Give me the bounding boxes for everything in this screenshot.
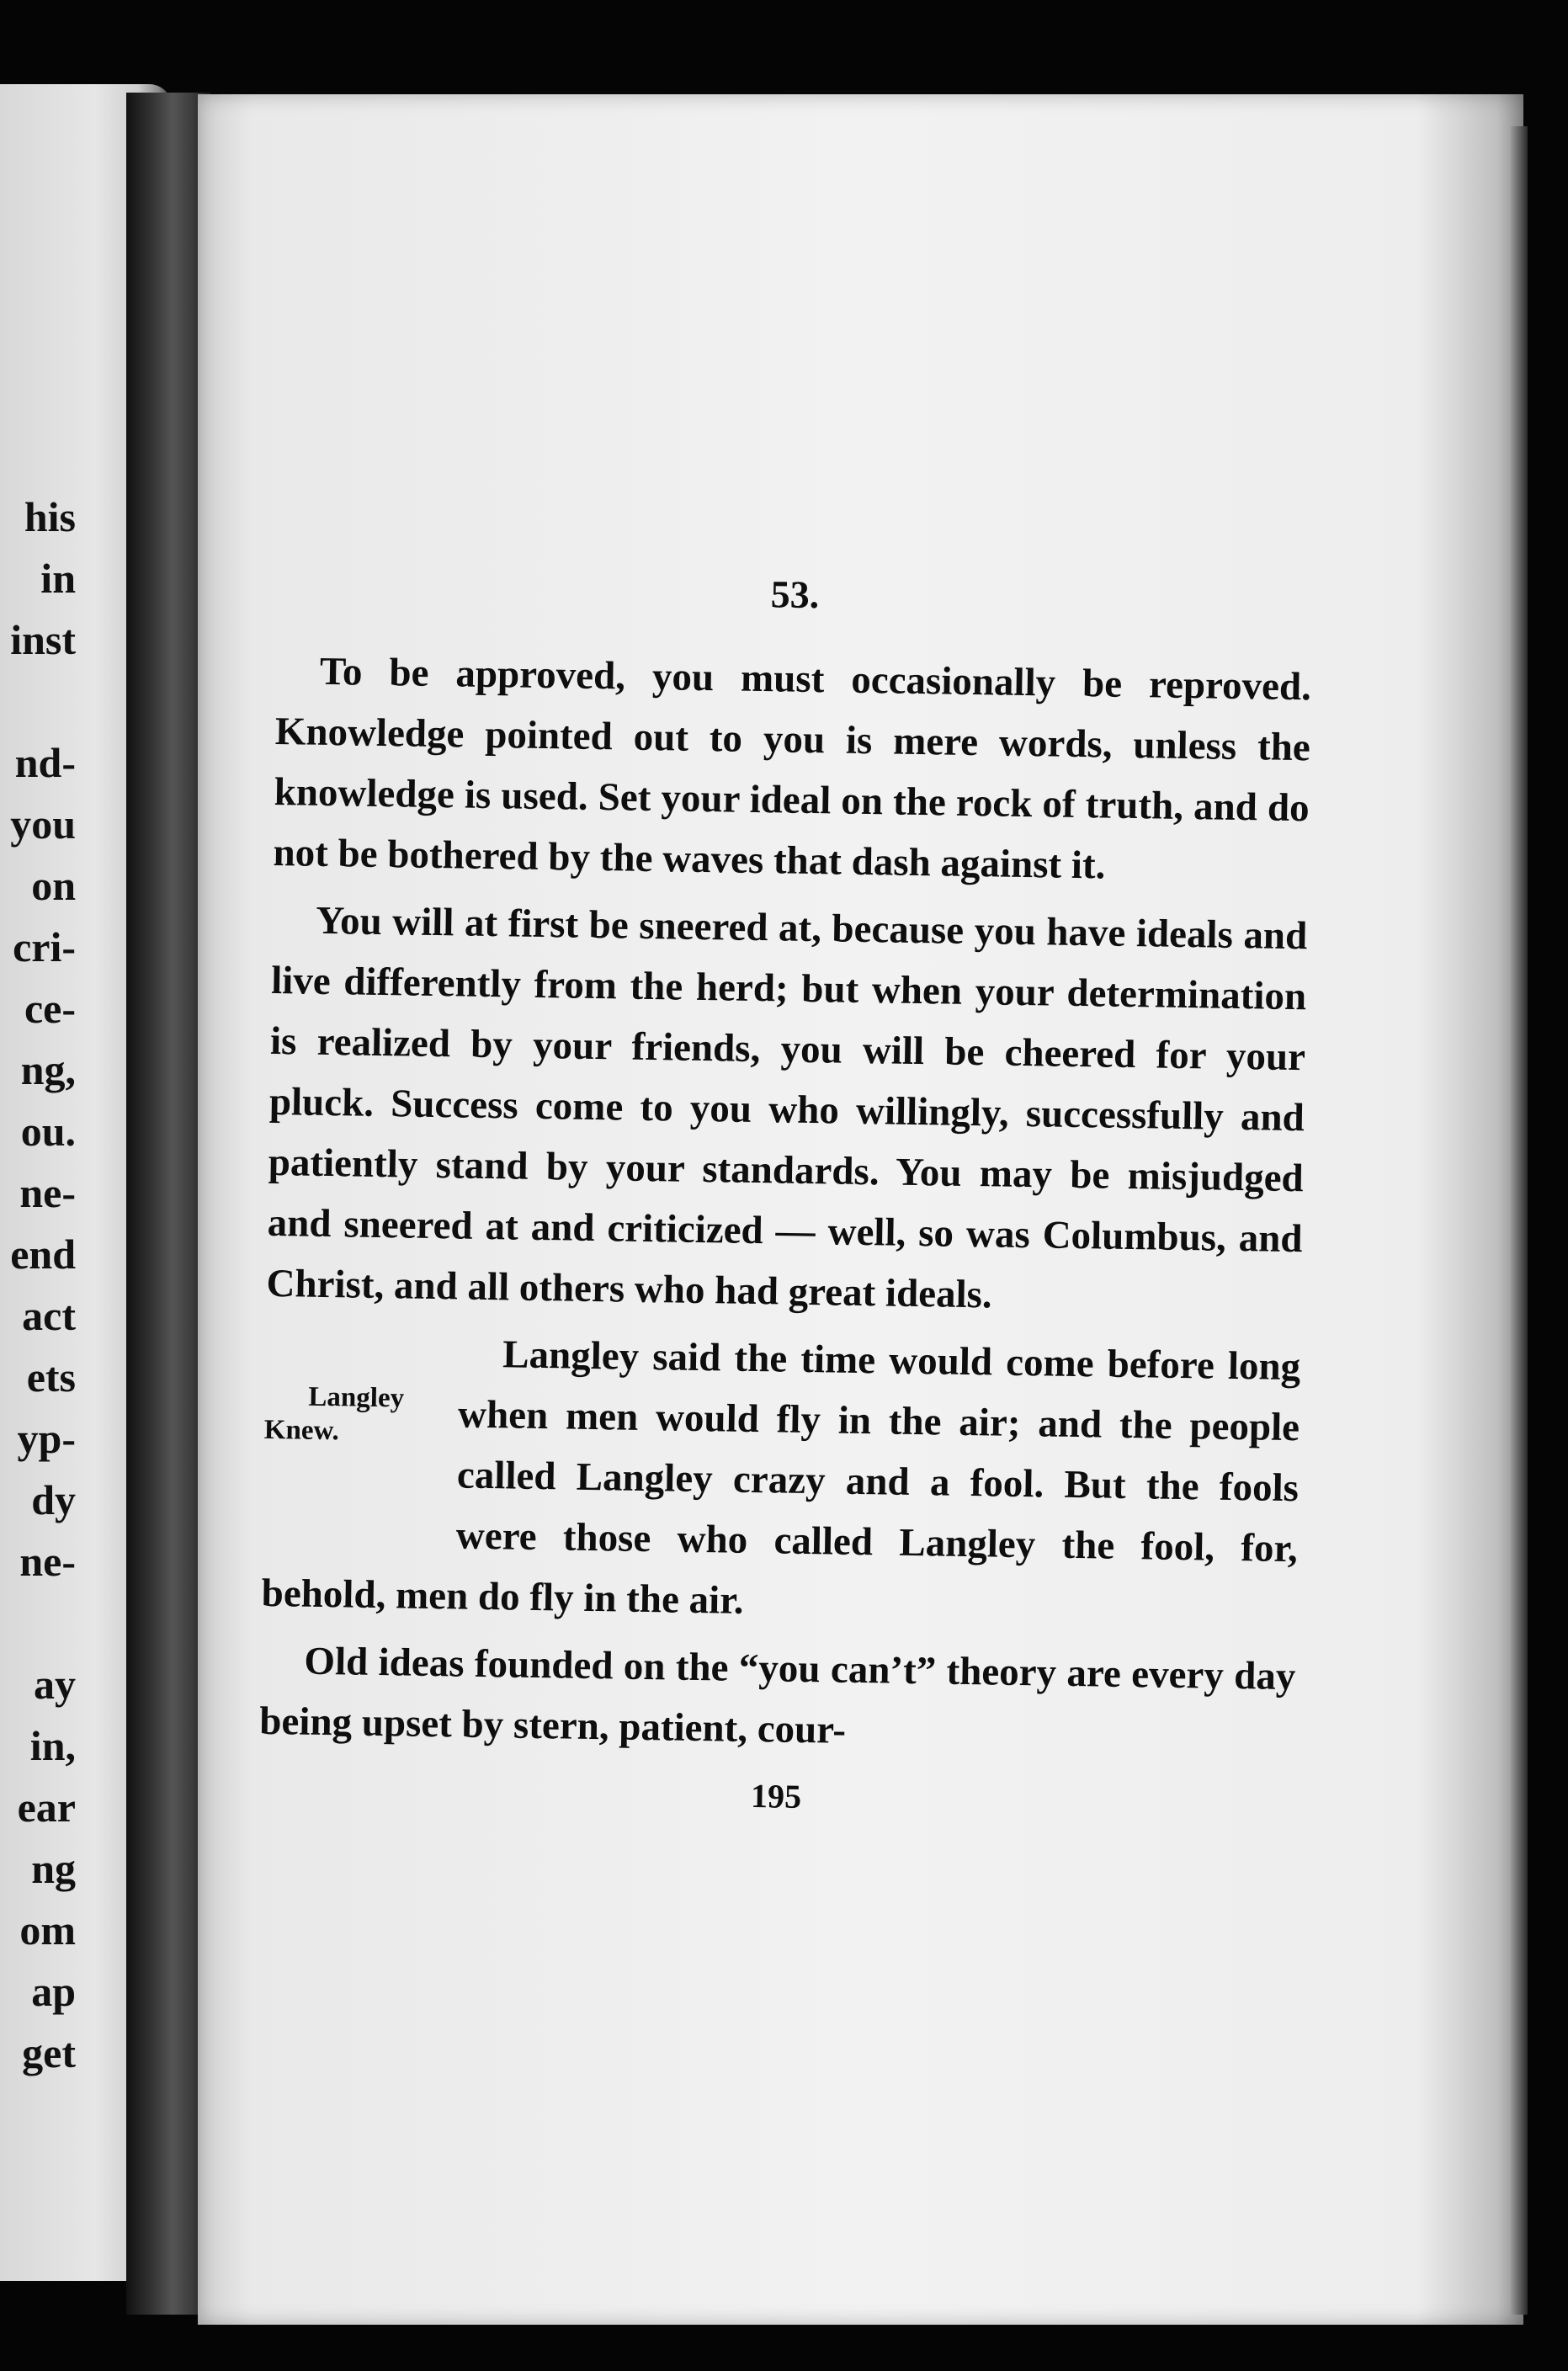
- fragment: in,: [29, 1722, 76, 1769]
- fragment: get: [22, 2029, 76, 2076]
- fragment: cri-: [13, 923, 76, 970]
- fragment: act: [22, 1292, 76, 1339]
- paragraph: You will at first be sneered at, because you have ideals and live differently from the herd; but when your determination is realized by your friends, you will be cheered for your pluck. Success come to you who willingly, successfully and patiently stand by your standards. You may be misjudged and sneered at and criticized — well, so was Columbus, and Christ, and all others who had great ideals.: [266, 898, 1308, 1317]
- fragment: ng,: [20, 1046, 76, 1093]
- fragment: ng: [31, 1845, 76, 1892]
- paragraph: Old ideas founded on the “you can’t” theory are every day being upset by stern, patient, cour-: [258, 1639, 1296, 1752]
- fragment: ap: [31, 1968, 76, 2015]
- fragment: his: [24, 493, 76, 540]
- fragment: inst: [10, 616, 76, 663]
- paragraph-text: Langley said the time would come before long when men would fly in the air; and the people called Langley crazy and a fool. But the fools were those who called Langley the fool, for, behold, men do fly in the air.: [261, 1332, 1301, 1623]
- fragment: on: [31, 862, 76, 909]
- fragment: ay: [34, 1661, 76, 1708]
- fragment: ce-: [24, 985, 76, 1032]
- left-page-text-fragments: [0, 486, 76, 2084]
- fragment: ets: [26, 1353, 76, 1401]
- fragment: om: [19, 1906, 76, 1954]
- page-number: 195: [750, 1777, 802, 1815]
- fragment: ne-: [19, 1169, 76, 1216]
- fragment: ou.: [20, 1108, 76, 1155]
- fragment: you: [10, 800, 76, 848]
- paragraph: To be approved, you must occasionally be reproved. Knowledge pointed out to you is mere words, unless the knowledge is used. Set your ideal on the rock of truth, and do not be bothered by the waves that dash against it.: [273, 649, 1312, 888]
- fragment: end: [10, 1231, 76, 1278]
- fragment: ne-: [19, 1538, 76, 1585]
- paragraph-langley: [261, 1321, 1301, 1640]
- fragment: [0, 671, 76, 732]
- page-content: [258, 564, 1313, 1824]
- fragment: nd-: [14, 739, 76, 786]
- fragment: [0, 1592, 76, 1654]
- fragment: dy: [31, 1476, 76, 1523]
- fragment: yp-: [17, 1415, 76, 1462]
- section-number: 53.: [770, 572, 820, 617]
- margin-sidenote: Langley Knew.: [263, 1381, 405, 1447]
- fragment: ear: [17, 1784, 76, 1831]
- fragment: in: [40, 555, 76, 602]
- page-edge-shadow: [1511, 126, 1528, 2315]
